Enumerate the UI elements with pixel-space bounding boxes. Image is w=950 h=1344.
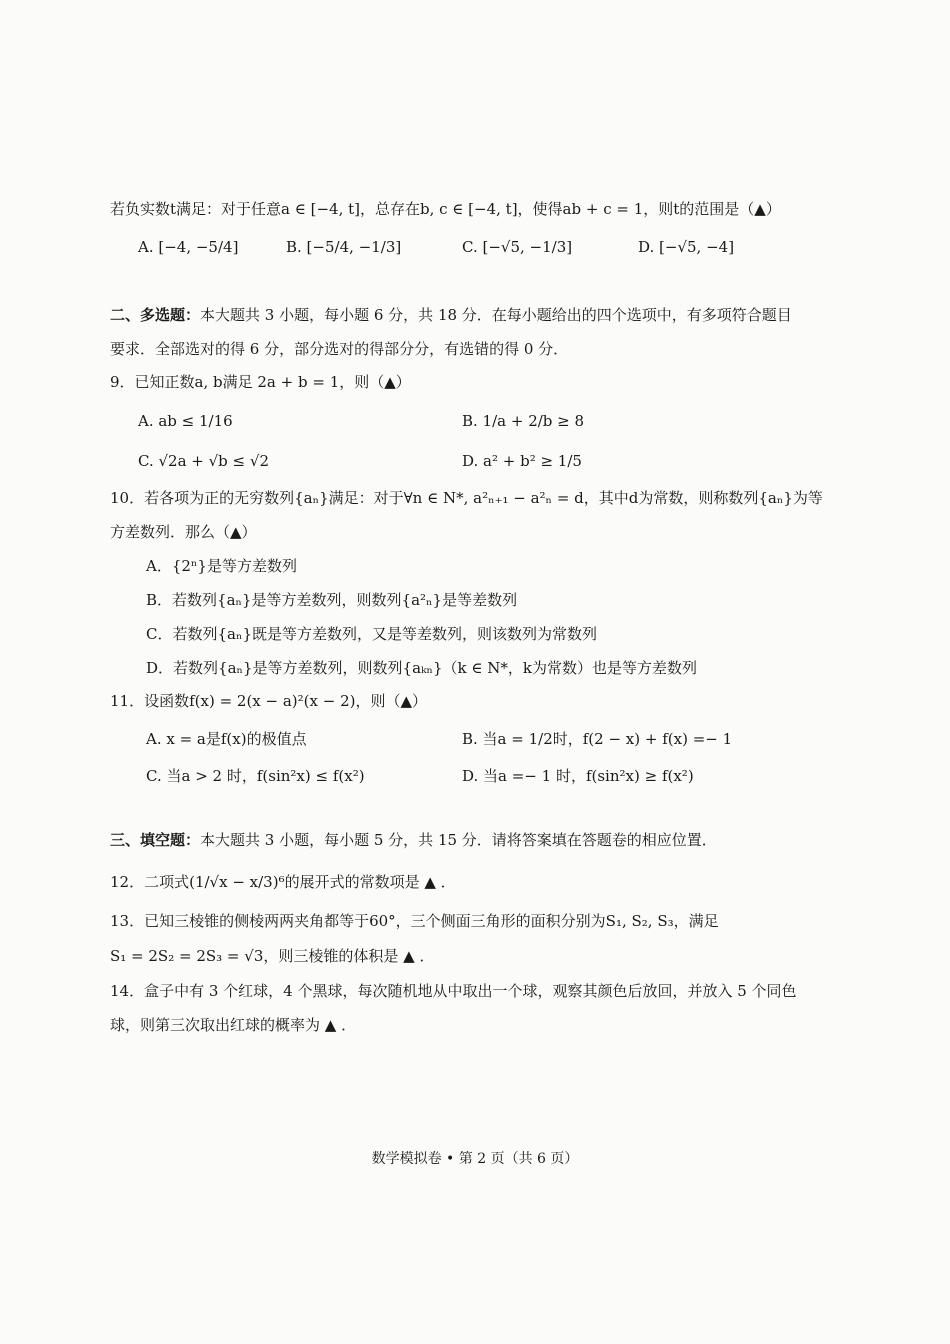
q10-option-c: C．若数列{aₙ}既是等方差数列，又是等差数列，则该数列为常数列 (146, 625, 597, 643)
section3-heading: 三、填空题： (110, 831, 201, 849)
section2-heading: 二、多选题： (110, 306, 201, 324)
q11-option-d: D. 当a =− 1 时，f(sin²x) ≥ f(x²) (462, 767, 694, 785)
q11-option-a: A. x = a是f(x)的极值点 (146, 730, 307, 748)
section2-line1 (110, 304, 792, 326)
q11-option-b: B. 当a = 1/2时，f(2 − x) + f(x) =− 1 (462, 730, 733, 748)
q10-option-a: A．{2ⁿ}是等方差数列 (146, 557, 297, 575)
q8-option-b: B. [−5/4, −1/3] (286, 238, 402, 256)
q10-option-d: D．若数列{aₙ}是等方差数列，则数列{aₖₙ}（k ∈ N*，k为常数）也是等方差数列 (146, 659, 697, 677)
section3-line (110, 829, 717, 851)
q8-option-c: C. [−√5, −1/3] (462, 238, 573, 256)
q10-stem-line2: 方差数列．那么（▲） (110, 523, 257, 541)
q9-option-d: D. a² + b² ≥ 1/5 (462, 452, 582, 470)
q11-option-c: C. 当a > 2 时，f(sin²x) ≤ f(x²) (146, 767, 365, 785)
q9-option-b: B. 1/a + 2/b ≥ 8 (462, 412, 585, 430)
q14-stem-line1: 14．盒子中有 3 个红球，4 个黑球，每次随机地从中取出一个球，观察其颜色后放回，并放入 5 个同色 (110, 982, 797, 1000)
q10-option-b: B．若数列{aₙ}是等方差数列，则数列{a²ₙ}是等差数列 (146, 591, 518, 609)
q8-option-d: D. [−√5, −4] (638, 238, 735, 256)
q11-stem: 11．设函数f(x) = 2(x − a)²(x − 2)，则（▲） (110, 692, 428, 710)
q10-stem-line1: 10．若各项为正的无穷数列{aₙ}满足：对于∀n ∈ N*, a²ₙ₊₁ − a²ₙ = d，其中d为常数，则称数列{aₙ}为等 (110, 489, 823, 507)
q12-stem: 12．二项式(1/√x − x/3)⁶的展开式的常数项是 ▲ ． (110, 873, 456, 891)
section2-line2: 要求．全部选对的得 6 分，部分选对的得部分分，有选错的得 0 分． (110, 340, 569, 358)
section3-text: 本大题共 3 小题，每小题 5 分，共 15 分．请将答案填在答题卷的相应位置． (200, 831, 717, 849)
q9-stem: 9．已知正数a, b满足 2a + b = 1，则（▲） (110, 373, 411, 391)
q8-stem: 若负实数t满足：对于任意a ∈ [−4, t]，总存在b, c ∈ [−4, t]，使得ab + c = 1，则t的范围是（▲） (110, 200, 781, 218)
q8-option-a: A. [−4, −5/4] (138, 238, 239, 256)
q14-stem-line2: 球，则第三次取出红球的概率为 ▲ ． (110, 1016, 357, 1034)
page-footer: 数学模拟卷 • 第 2 页（共 6 页） (371, 1151, 579, 1167)
section2-text: 本大题共 3 小题，每小题 6 分，共 18 分．在每小题给出的四个选项中，有多项符合题目 (200, 306, 792, 324)
q13-stem-line1: 13．已知三棱锥的侧棱两两夹角都等于60°，三个侧面三角形的面积分别为S₁, S₂, S₃，满足 (110, 912, 719, 930)
q9-option-c: C. √2a + √b ≤ √2 (138, 452, 269, 470)
q9-option-a: A. ab ≤ 1/16 (138, 412, 233, 430)
q13-stem-line2: S₁ = 2S₂ = 2S₃ = √3，则三棱锥的体积是 ▲ ． (110, 947, 435, 965)
